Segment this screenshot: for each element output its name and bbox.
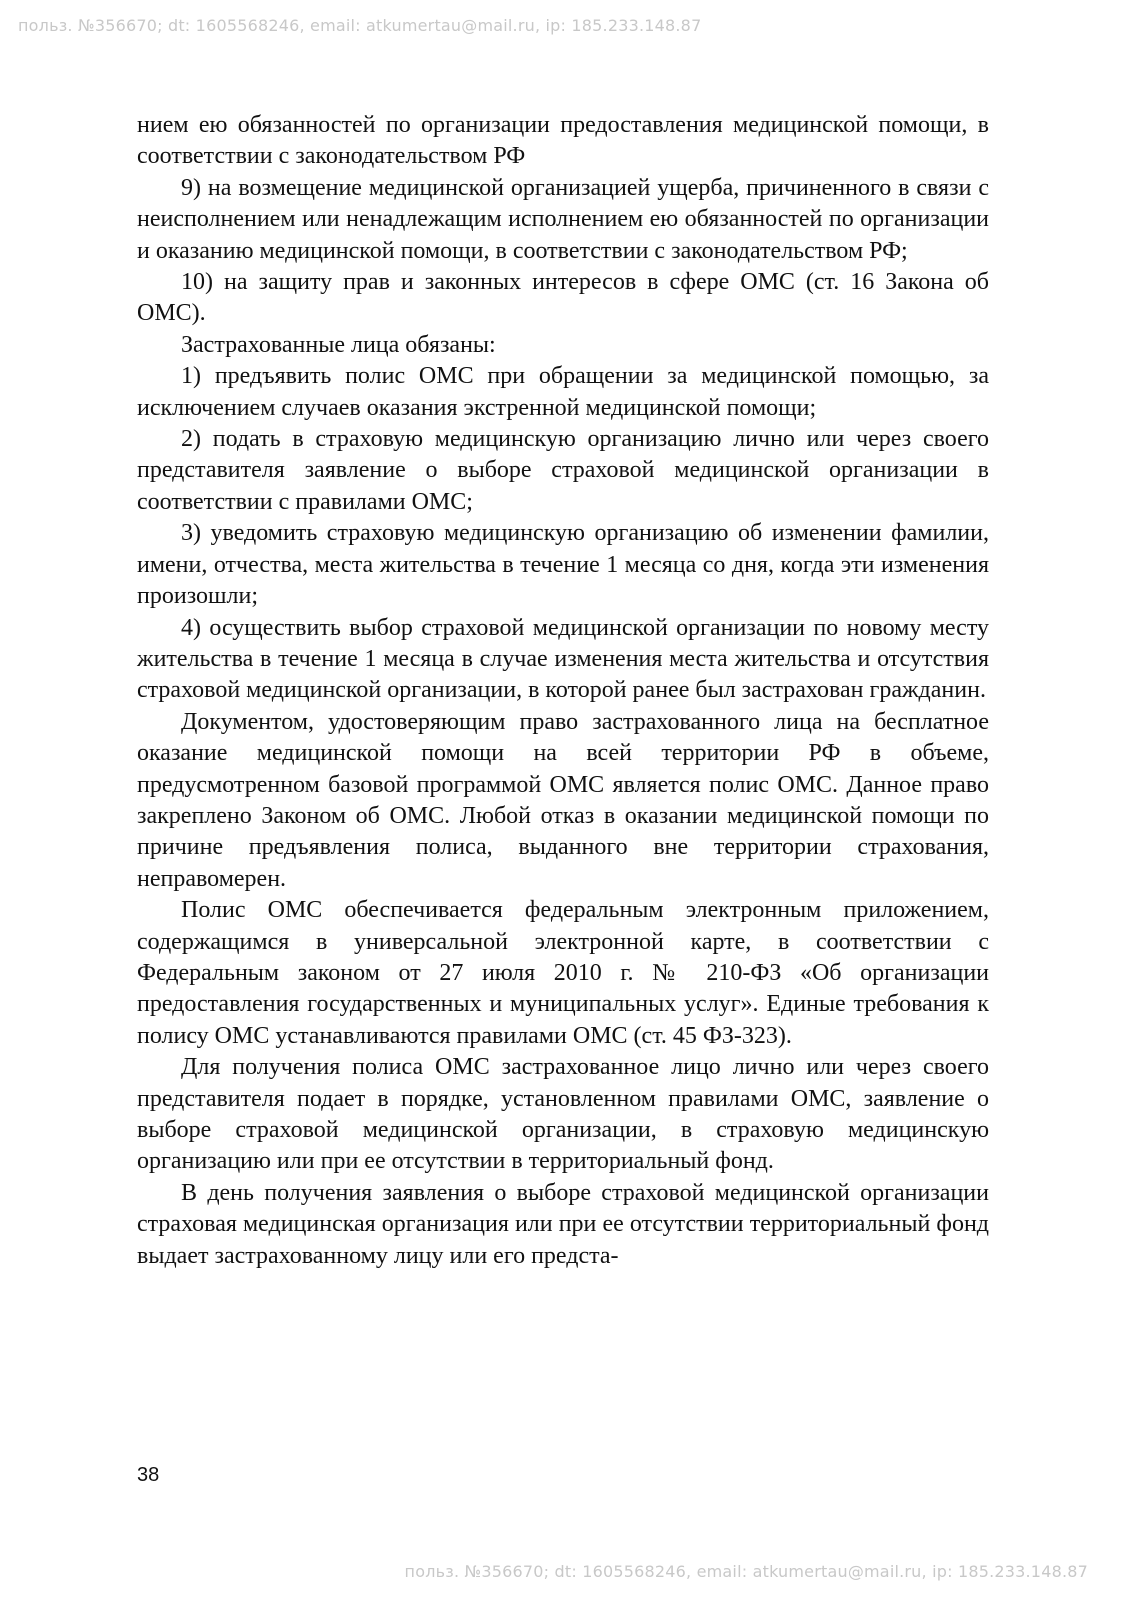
paragraph-obligation-2: 2) подать в страховую медицинскую организацию лично или через своего представителя заявление о выборе страховой медицинской организации в соответствии с правилами ОМС;	[137, 426, 989, 515]
paragraph-policy-document: Документом, удостоверяющим право застрахованного лица на бесплатное оказание медицинской помощи на всей территории РФ в объеме, предусмотренном базовой программой ОМС является полис ОМС. Данное право закреплено Законом об ОМС. Любой отказ в оказании медицинской помощи по причине предъявления полиса, выданного вне территории страхования, неправомерен.	[137, 708, 989, 892]
paragraph-obligations-heading: Застрахованные лица обязаны:	[181, 331, 496, 358]
paragraph-obligation-1: 1) предъявить полис ОМС при обращении за медицинской помощью, за исключением случаев оказания экстренной медицинской помощи;	[137, 363, 989, 421]
paragraph-continued: нием ею обязанностей по организации предоставления медицинской помощи, в соответствии с законодательством РФ	[137, 112, 989, 170]
watermark-top: польз. №356670; dt: 1605568246, email: atkumertau@mail.ru, ip: 185.233.148.87	[18, 16, 702, 35]
paragraph-policy-electronic: Полис ОМС обеспечивается федеральным электронным приложением, содержащимся в универсальной электронной карте, в соответствии с Федеральным законом от 27 июля 2010 г. № 210-ФЗ «Об организации предоставления государственных и муниципальных услуг». Единые требования к полису ОМС устанавливаются правилами ОМС (ст. 45 ФЗ-323).	[137, 897, 989, 1049]
page-body	[137, 110, 989, 1272]
paragraph-policy-issue-day: В день получения заявления о выборе страховой медицинской организации страховая медицинская организация или при ее отсутствии территориальный фонд выдает застрахованному лицу или его предста-	[137, 1179, 989, 1269]
watermark-bottom: польз. №356670; dt: 1605568246, email: atkumertau@mail.ru, ip: 185.233.148.87	[404, 1562, 1088, 1581]
paragraph-item-10: 10) на защиту прав и законных интересов в сфере ОМС (ст. 16 Закона об ОМС).	[137, 269, 989, 327]
paragraph-item-9: 9) на возмещение медицинской организацией ущерба, причиненного в связи с неисполнением или ненадлежащим исполнением ею обязанностей по организации и оказанию медицинской помощи, в соответствии с законодательством РФ;	[137, 174, 989, 264]
page-number: 38	[137, 1464, 160, 1486]
paragraph-obligation-3: 3) уведомить страховую медицинскую организацию об изменении фамилии, имени, отчества, места жительства в течение 1 месяца со дня, когда эти изменения произошли;	[137, 520, 989, 610]
paragraph-obligation-4: 4) осуществить выбор страховой медицинской организации по новому месту жительства в течение 1 месяца в случае изменения места жительства и отсутствия страховой медицинской организации, в которой ранее был застрахован гражданин.	[137, 614, 989, 704]
paragraph-policy-obtaining: Для получения полиса ОМС застрахованное лицо лично или через своего представителя подает в порядке, установленном правилами ОМС, заявление о выборе страховой медицинской организации, в страховую медицинскую организацию или при ее отсутствии в территориальный фонд.	[137, 1054, 989, 1175]
